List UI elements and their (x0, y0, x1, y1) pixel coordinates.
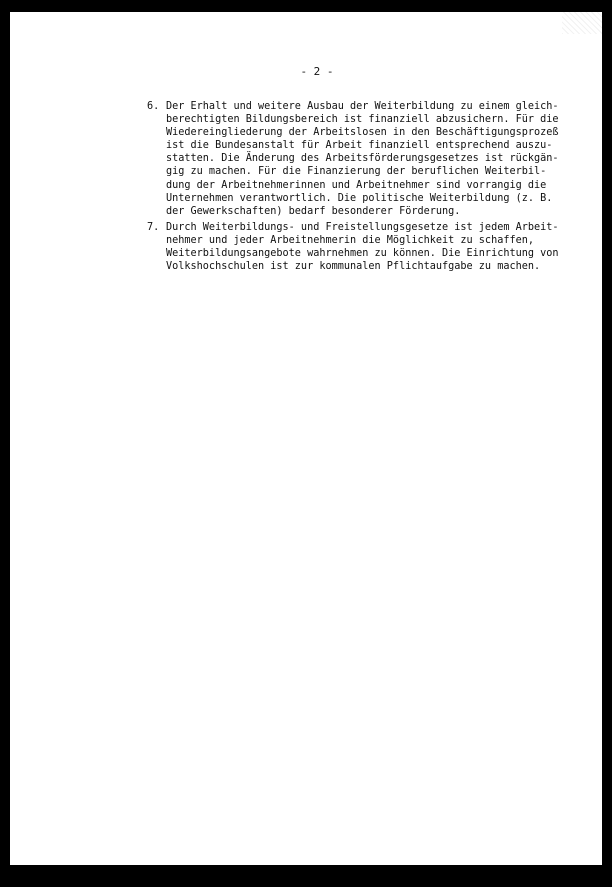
text-line: ist die Bundesanstalt für Arbeit finanziell entsprechend auszu- (166, 140, 553, 152)
text-line: gig zu machen. Für die Finanzierung der beruflichen Weiterbil- (166, 166, 547, 178)
page-number: - 2 - (300, 65, 334, 78)
list-item-text (166, 100, 561, 218)
text-line: statten. Die Änderung des Arbeitsförderungsgesetzes ist rückgän- (166, 153, 559, 165)
text-line: Wiedereingliederung der Arbeitslosen in den Beschäftigungsprozeß (166, 127, 559, 139)
list-item-text (166, 221, 561, 273)
text-line: Volkshochschulen ist zur kommunalen Pflichtaufgabe zu machen. (166, 261, 541, 273)
text-line: nehmer und jeder Arbeitnehmerin die Möglichkeit zu schaffen, (166, 235, 535, 247)
list-item-number: 6. (147, 101, 160, 112)
text-line: Weiterbildungsangebote wahrnehmen zu können. Die Einrichtung von (166, 248, 559, 260)
text-line: dung der Arbeitnehmerinnen und Arbeitnehmer sind vorrangig die (166, 179, 547, 191)
document-page (10, 12, 602, 865)
text-line: berechtigten Bildungsbereich ist finanziell abzusichern. Für die (166, 114, 559, 126)
text-line: Durch Weiterbildungs- und Freistellungsgesetze ist jedem Arbeit- (166, 222, 559, 233)
list-item-number: 7. (147, 222, 160, 233)
text-line: Unternehmen verantwortlich. Die politische Weiterbildung (z. B. (166, 192, 553, 204)
text-line: Der Erhalt und weitere Ausbau der Weiterbildung zu einem gleich- (166, 101, 559, 112)
text-line: der Gewerkschaften) bedarf besonderer Förderung. (166, 205, 461, 217)
scan-speckle (562, 12, 602, 34)
